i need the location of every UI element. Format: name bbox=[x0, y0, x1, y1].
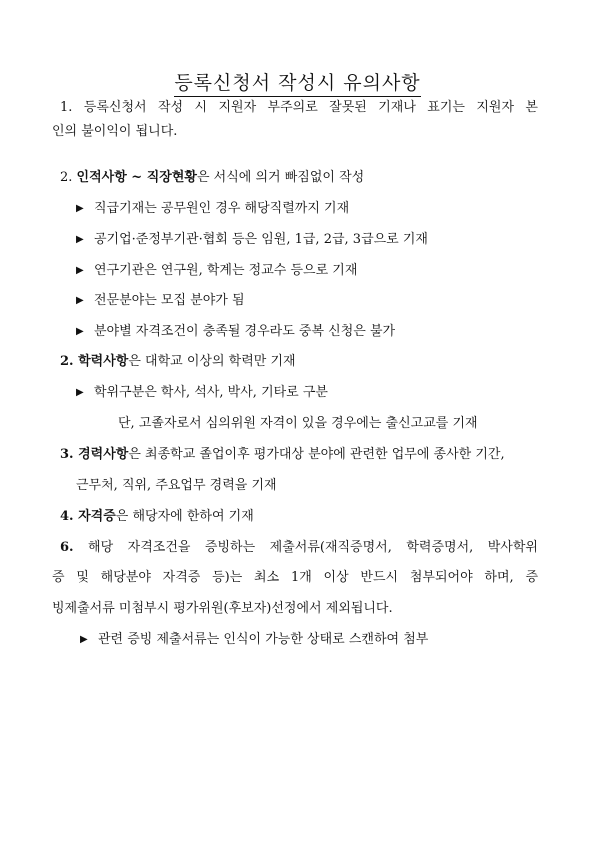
section6-line3: 빙제출서류 미첨부시 평가위원(후보자)선정에서 제외됩니다. bbox=[52, 601, 393, 616]
section6-line2: 증 및 해당분야 자격증 등)는 최소 1개 이상 반드시 첨부되어야 하며, 증 bbox=[52, 570, 538, 585]
section6-line1 bbox=[60, 540, 538, 556]
title-text: 등록신청서 작성시 유의사항 bbox=[174, 72, 420, 97]
section2-heading bbox=[60, 170, 364, 186]
section2-bullet-5: 분야별 자격조건이 충족될 경우라도 중복 신청은 불가 bbox=[94, 324, 396, 339]
section6-line1-text: 해당 자격조건을 증빙하는 제출서류(재직증명서, 학력증명서, 박사학위 bbox=[73, 540, 538, 555]
section2-bold2: 직장현황 bbox=[146, 170, 197, 185]
section6-bullet: 관련 증빙 제출서류는 인식이 가능한 상태로 스캔하여 첨부 bbox=[98, 632, 429, 647]
section4-number: 3. bbox=[60, 447, 79, 462]
section4-bold: 경력사항 bbox=[78, 447, 129, 462]
section3-heading bbox=[60, 354, 296, 370]
bullet-icon: ▶ bbox=[76, 203, 84, 214]
section2-rest: 은 서식에 의거 빠짐없이 작성 bbox=[196, 170, 365, 185]
section2-number: 2. bbox=[60, 170, 77, 185]
section6-number: 6. bbox=[60, 540, 74, 555]
section3-bullet: 학위구분은 학사, 석사, 박사, 기타로 구분 bbox=[94, 385, 328, 400]
bullet-icon: ▶ bbox=[76, 295, 84, 306]
section2-tilde: ~ bbox=[126, 170, 147, 185]
section1-line1: 1. 등록신청서 작성 시 지원자 부주의로 잘못된 기재나 표기는 지원자 본 bbox=[60, 100, 538, 115]
section1-line2: 인의 불이익이 됩니다. bbox=[52, 124, 178, 139]
section4-heading bbox=[60, 447, 505, 463]
section3-bold: 학력사항 bbox=[78, 354, 129, 369]
section2-bullet-4: 전문분야는 모집 분야가 됨 bbox=[94, 293, 245, 308]
page-title bbox=[0, 68, 595, 95]
section4-rest: 은 최종학교 졸업이후 평가대상 분야에 관련한 업무에 종사한 기간, bbox=[128, 447, 505, 462]
bullet-icon: ▶ bbox=[76, 326, 84, 337]
section5-rest: 은 해당자에 한하여 기재 bbox=[115, 509, 254, 524]
section3-note: 단, 고졸자로서 심의위원 자격이 있을 경우에는 출신고교를 기재 bbox=[118, 416, 478, 431]
section2-bullet-1: 직급기재는 공무원인 경우 해당직렬까지 기재 bbox=[94, 201, 350, 216]
section3-rest: 은 대학교 이상의 학력만 기재 bbox=[128, 354, 296, 369]
bullet-icon: ▶ bbox=[80, 634, 88, 645]
section5-bold: 자격증 bbox=[78, 509, 116, 524]
section4-line2: 근무처, 직위, 주요업무 경력을 기재 bbox=[76, 478, 277, 493]
section2-bold1: 인적사항 bbox=[76, 170, 127, 185]
section5-number: 4. bbox=[60, 509, 79, 524]
bullet-icon: ▶ bbox=[76, 234, 84, 245]
bullet-icon: ▶ bbox=[76, 387, 84, 398]
section5-heading bbox=[60, 509, 254, 525]
section2-bullet-2: 공기업·준정부기관·협회 등은 임원, 1급, 2급, 3급으로 기재 bbox=[94, 232, 428, 247]
section2-bullet-3: 연구기관은 연구원, 학계는 정교수 등으로 기재 bbox=[94, 263, 358, 278]
bullet-icon: ▶ bbox=[76, 265, 84, 276]
section3-number: 2. bbox=[60, 354, 79, 369]
